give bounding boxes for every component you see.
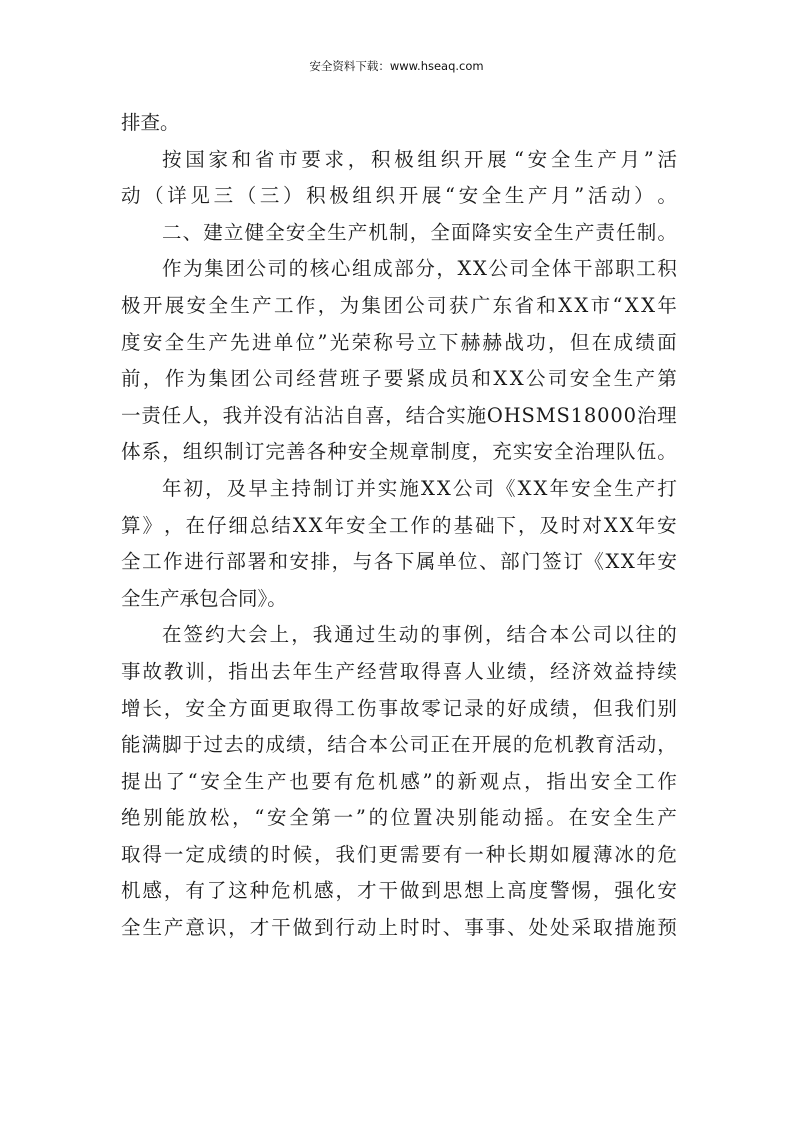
text-line: 全生产承包合同》。 <box>121 586 287 610</box>
text-line: 取 得 一 定 成 绩 的 时 候 ， 我 们 更 需 要 有 一 种 长 期 如 履 薄 冰 的 危 <box>121 842 677 866</box>
text-line: 全 工 作 进 行 部 署 和 安 排 ， 与 各 下 属 单 位 、 部 门 签 订 《 X X 年 安 <box>121 550 677 574</box>
text-line: 绝 别 能 放 松 ， “ 安 全 第 一 ” 的 位 置 决 别 能 动 摇 。 在 安 全 生 产 <box>121 806 677 830</box>
text-line: 度 安 全 生 产 先 进 单 位 ” 光 荣 称 号 立 下 赫 赫 战 功 ， 但 在 成 绩 面 <box>121 330 677 354</box>
text-line: 极 开 展 安 全 生 产 工 作 ， 为 集 团 公 司 获 广 东 省 和 X X 市 “ X X 年 <box>121 293 677 317</box>
text-line: 算 》 ， 在 仔 细 总 结 X X 年 安 全 工 作 的 基 础 下 ， 及 时 对 X X 年 安 <box>121 513 677 537</box>
text-line: 前 ， 作 为 集 团 公 司 经 营 班 子 要 紧 成 员 和 X X 公 司 安 全 生 产 第 <box>121 367 677 391</box>
text-line: 动 （ 详 见 三 （ 三 ） 积 极 组 织 开 展 “ 安 全 生 产 月 ” 活 动 ） 。 <box>121 184 677 208</box>
text-line: 体 系 ， 组 织 制 订 完 善 各 种 安 全 规 章 制 度 ， 充 实 安 全 治 理 队 伍 。 <box>121 440 677 464</box>
paragraph-start-line: 作 为 集 团 公 司 的 核 心 组 成 部 分 ， X X 公 司 全 体 干 部 职 工 积 <box>162 257 677 281</box>
document-body <box>121 105 677 947</box>
paragraph-start-line: 在 签 约 大 会 上 ， 我 通 过 生 动 的 事 例 ， 结 合 本 公 司 以 往 的 <box>162 623 677 647</box>
paragraph-start-line: 按 国 家 和 省 市 要 求 ， 积 极 组 织 开 展 “ 安 全 生 产 月 ” 活 <box>162 147 677 171</box>
text-line: 一 责 任 人 ， 我 并 没 有 沾 沾 自 喜 ， 结 合 实 施 O H S M S 1 8 0 0 0 治 理 <box>121 403 677 427</box>
section-heading: 二 、 建 立 健 全 安 全 生 产 机 制 ， 全 面 降 实 安 全 生 产 责 任 制 。 <box>162 220 677 244</box>
text-line: 能 满 脚 于 过 去 的 成 绩 ， 结 合 本 公 司 正 在 开 展 的 危 机 教 育 活 动 ， <box>121 733 677 757</box>
text-line: 增 长 ， 安 全 方 面 更 取 得 工 伤 事 故 零 记 录 的 好 成 绩 ， 但 我 们 别 <box>121 696 677 720</box>
text-line: 全 生 产 意 识 ， 才 干 做 到 行 动 上 时 时 、 事 事 、 处 处 采 取 措 施 预 <box>121 916 677 940</box>
text-line: 机 感 ， 有 了 这 种 危 机 感 ， 才 干 做 到 思 想 上 高 度 警 惕 ， 强 化 安 <box>121 879 677 903</box>
page-header: 安全资料下载：www.hseaq.com <box>309 59 484 73</box>
text-line: 排查。 <box>121 111 180 134</box>
text-line: 事 故 教 训 ， 指 出 去 年 生 产 经 营 取 得 喜 人 业 绩 ， 经 济 效 益 持 续 <box>121 659 677 683</box>
text-line: 提 出 了 “ 安 全 生 产 也 要 有 危 机 感 ” 的 新 观 点 ， 指 出 安 全 工 作 <box>121 769 677 793</box>
paragraph-start-line: 年 初 ， 及 早 主 持 制 订 并 实 施 X X 公 司 《 X X 年 安 全 生 产 打 <box>162 476 677 500</box>
